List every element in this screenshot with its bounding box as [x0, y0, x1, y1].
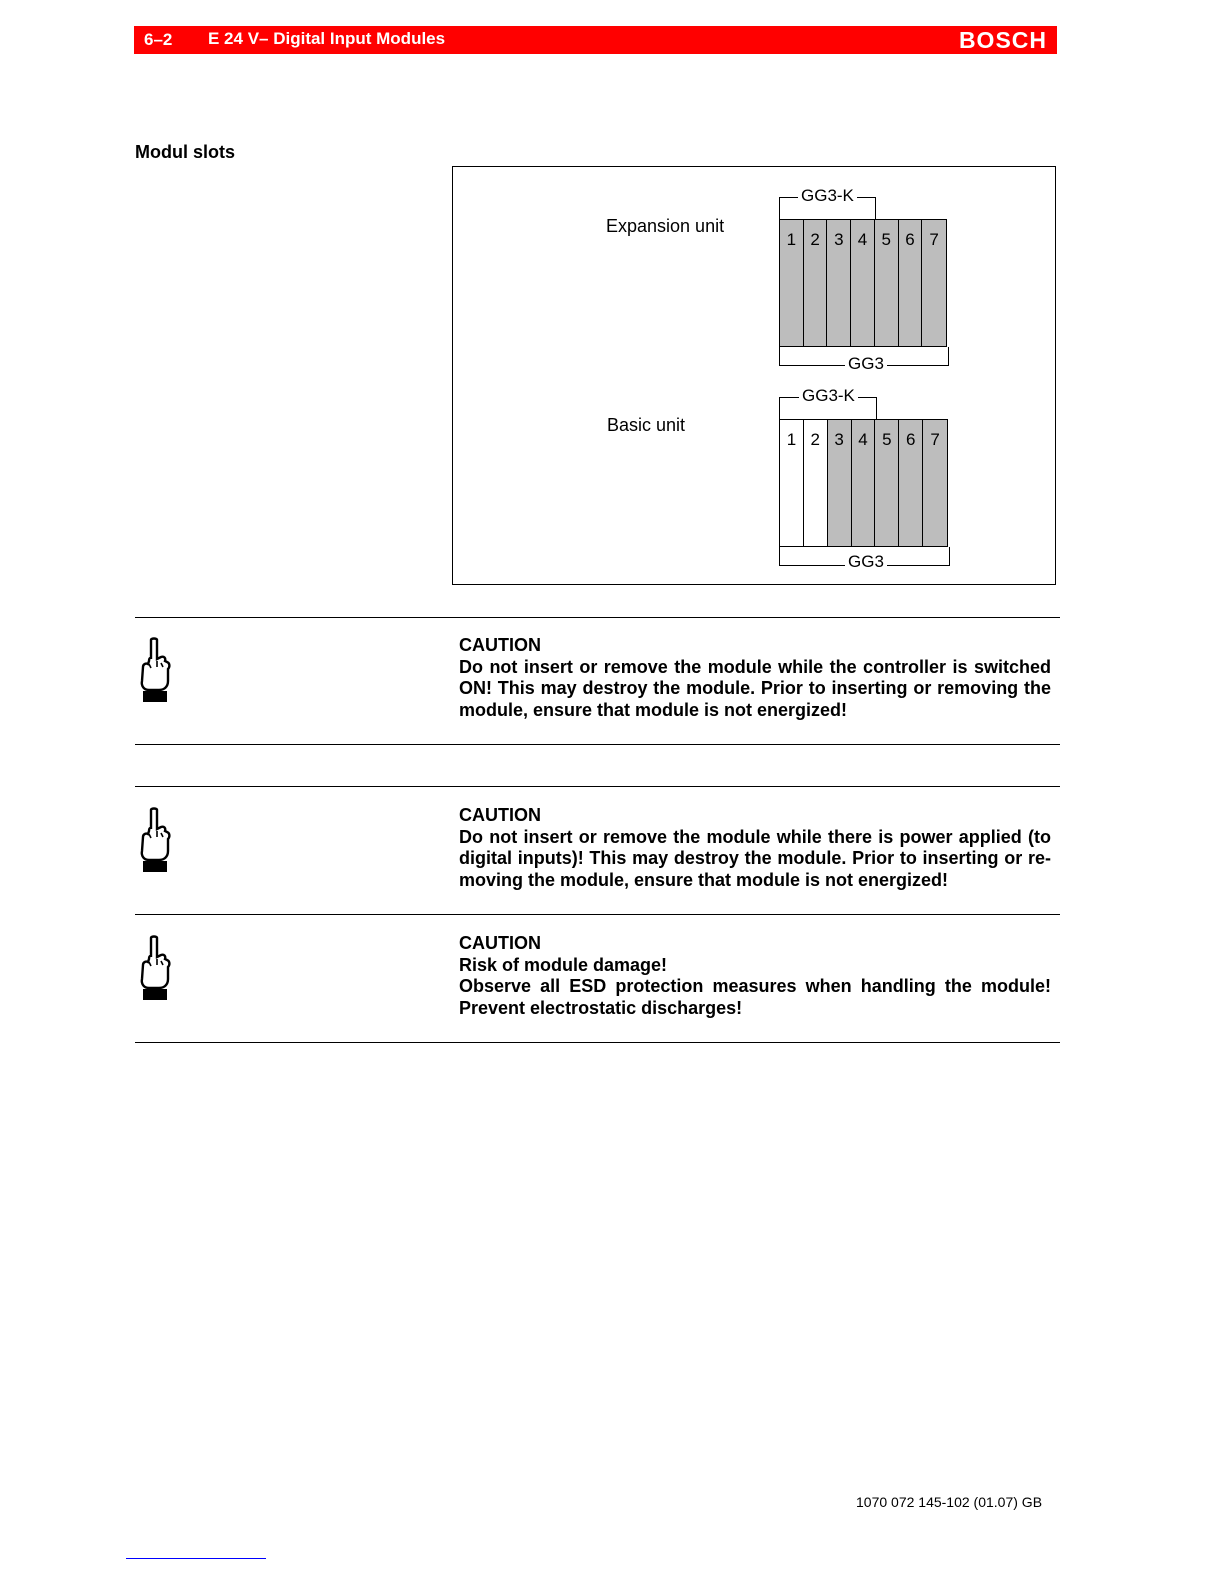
- expansion-slot-2: 2: [804, 220, 828, 346]
- caution-block-1: [459, 635, 1051, 721]
- divider: [135, 744, 1060, 745]
- expansion-slot-6: 6: [899, 220, 923, 346]
- caution-heading: CAUTION: [459, 805, 541, 825]
- basic-slot-1: 1: [780, 420, 804, 546]
- caution-line: Observe all ESD protection measures when handling the module!: [459, 976, 1051, 996]
- expansion-slot-1: 1: [780, 220, 804, 346]
- basic-slot-4: 4: [852, 420, 876, 546]
- page-header: [134, 26, 1057, 54]
- expansion-gg3k-label: GG3-K: [798, 186, 857, 206]
- header-title: E 24 V– Digital Input Modules: [208, 29, 446, 48]
- basic-slot-2: 2: [804, 420, 828, 546]
- basic-rack: [779, 419, 948, 547]
- divider: [135, 914, 1060, 915]
- pointing-hand-icon: [137, 807, 171, 873]
- caution-heading: CAUTION: [459, 635, 541, 655]
- footnote-rule: [126, 1558, 266, 1559]
- basic-unit-label: Basic unit: [607, 415, 686, 435]
- basic-slot-5: 5: [875, 420, 899, 546]
- divider: [135, 1042, 1060, 1043]
- section-title: Modul slots: [135, 142, 235, 162]
- basic-slot-3: 3: [828, 420, 852, 546]
- divider: [135, 617, 1060, 618]
- expansion-slot-3: 3: [827, 220, 851, 346]
- expansion-slot-4: 4: [851, 220, 875, 346]
- expansion-slot-7: 7: [922, 220, 946, 346]
- basic-slot-6: 6: [899, 420, 923, 546]
- caution-line: ON! This may destroy the module. Prior to inserting or removing the: [459, 678, 1051, 698]
- caution-line: Do not insert or remove the module while there is power applied (to: [459, 826, 1051, 847]
- page-number: 6–2: [144, 30, 173, 49]
- basic-gg3-label: GG3: [845, 552, 887, 572]
- basic-slot-7: 7: [923, 420, 947, 546]
- caution-line: Risk of module damage!: [459, 954, 668, 975]
- caution-block-2: [459, 805, 1051, 891]
- pointing-hand-icon: [137, 637, 171, 703]
- divider: [135, 786, 1060, 787]
- basic-gg3k-label: GG3-K: [799, 386, 858, 406]
- caution-line: Do not insert or remove the module while the controller is switched: [459, 656, 1051, 677]
- caution-line: digital inputs)! This may destroy the module. Prior to inserting or re-: [459, 848, 1051, 868]
- expansion-rack: [779, 219, 947, 347]
- caution-block-3: [459, 933, 1051, 1019]
- caution-line: moving the module, ensure that module is not energized!: [459, 869, 949, 890]
- expansion-unit-label: Expansion unit: [606, 216, 725, 236]
- slot-diagram: [452, 166, 1056, 585]
- brand-logo: BOSCH: [958, 27, 1047, 53]
- caution-line: Prevent electrostatic discharges!: [459, 997, 743, 1018]
- document-id: 1070 072 145-102 (01.07) GB: [856, 1494, 1043, 1510]
- caution-line: module, ensure that module is not energized!: [459, 699, 848, 720]
- expansion-slot-5: 5: [875, 220, 899, 346]
- pointing-hand-icon: [137, 935, 171, 1001]
- caution-heading: CAUTION: [459, 933, 541, 953]
- expansion-gg3-label: GG3: [845, 354, 887, 374]
